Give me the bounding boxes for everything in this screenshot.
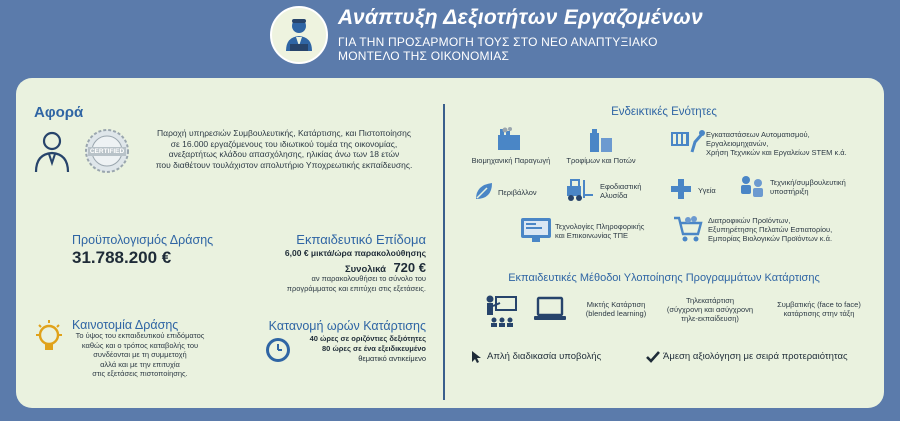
- page-subtitle-line: ΜΟΝΤΕΛΟ ΤΗΣ ΟΙΚΟΝΟΜΙΑΣ: [338, 49, 510, 63]
- method-face-line: Συμβατικής (face to face): [777, 300, 861, 309]
- budget-value: 31.788.200 €: [72, 248, 172, 267]
- hours-details: [296, 334, 426, 364]
- allowance-total-value: 720 €: [393, 260, 426, 275]
- forklift-icon: [565, 178, 595, 207]
- units-title: Ενδεικτικές Ενότητες: [611, 106, 717, 118]
- factory-icon: [496, 127, 522, 156]
- allowance-rate: 6,00 € μικτά/ώρα παρακολούθησης: [284, 248, 426, 258]
- unit-logistics-line: Αλυσίδα: [600, 191, 628, 200]
- clock-icon: [264, 336, 292, 369]
- methods-title: Εκπαιδευτικές Μέθοδοι Υλοποίησης Προγραμμάτων Κατάρτισης: [508, 272, 820, 284]
- unit-automation-line: Εγκαταστάσεων Αυτοματισμού,: [706, 130, 810, 139]
- unit-retail-label: [708, 216, 878, 243]
- unit-automation-line: Εργαλειομηχανών,: [706, 139, 769, 148]
- food-drinks-icon: [588, 127, 614, 158]
- support-people-icon: [738, 174, 766, 205]
- method-remote-line: τηλε-εκπαίδευση): [681, 314, 739, 323]
- immediate-evaluation-text: Άμεση αξιολόγηση με σειρά προτεραιότητας: [663, 351, 848, 362]
- innovation-line: αλλά και με την επιτυχία: [100, 359, 180, 369]
- simple-submission-text: Απλή διαδικασία υποβολής: [487, 351, 602, 362]
- unit-industrial-label: Βιομηχανική Παραγωγή: [471, 156, 551, 165]
- afora-line: σε 16.000 εργαζόμενους του ιδιωτικού τομέα της οικονομίας,: [170, 138, 398, 149]
- unit-environment-label: Περιβάλλον: [498, 188, 537, 197]
- method-blended-line: (blended learning): [585, 309, 647, 318]
- hours-line: 40 ώρες σε οριζόντιες δεξιότητες: [309, 334, 426, 343]
- hours-line: θεματικό αντικείμενο: [358, 354, 426, 363]
- automation-icon: [670, 128, 706, 159]
- person-icon: [32, 130, 72, 179]
- shopping-cart-icon: [672, 214, 704, 249]
- cursor-arrow-icon: [471, 350, 483, 369]
- unit-logistics-line: Εφοδιαστική: [600, 182, 642, 191]
- unit-health-label: Υγεία: [698, 186, 716, 195]
- afora-line: ανεξαρτήτως κλάδου απασχόλησης, ηλικίας άνω των 18 ετών: [168, 149, 400, 159]
- computer-ict-icon: [520, 216, 552, 249]
- unit-tech-support-line: Τεχνική/συμβουλευτική: [770, 178, 846, 187]
- method-face-line: κατάρτισης στην τάξη: [783, 309, 855, 318]
- unit-tech-support-label: [770, 178, 870, 196]
- afora-line: που διαθέτουν τουλάχιστον απολυτήριο Υποχρεωτικής εκπαίδευσης.: [155, 159, 413, 170]
- method-remote-line: (σύγχρονη και ασύγχρονη: [666, 305, 754, 314]
- lightbulb-icon: [32, 318, 66, 363]
- method-remote-line: Τηλεκατάρτιση: [685, 296, 735, 305]
- afora-description: [140, 128, 428, 170]
- page-subtitle-line: ΓΙΑ ΤΗΝ ΠΡΟΣΑΡΜΟΓΗ ΤΟΥΣ ΣΤΟ ΝΕΟ ΑΝΑΠΤΥΞΙΑΚΟ: [338, 35, 658, 49]
- unit-food-label: Τροφίμων και Ποτών: [566, 156, 636, 165]
- afora-line: Παροχή υπηρεσιών Συμβουλευτικής, Κατάρτισης, και Πιστοποίησης: [157, 128, 411, 138]
- method-blended-line: Μικτής Κατάρτιση: [586, 300, 646, 309]
- allowance-total-label: Συνολικά: [344, 264, 386, 275]
- checkmark-icon: [646, 350, 660, 368]
- allowance-note-line: αν παρακολουθήσει το σύνολο του: [311, 274, 426, 283]
- unit-tech-support-line: υποστήριξη: [770, 187, 809, 196]
- allowance-title: Εκπαιδευτικό Επίδομα: [296, 232, 426, 247]
- method-remote-label: [660, 296, 760, 323]
- innovation-description: [66, 331, 214, 379]
- unit-retail-line: Εξυπηρέτησης Πελατών Εστιατορίου,: [708, 225, 833, 234]
- hours-line: 80 ώρες σε ένα εξειδικευμένο: [322, 344, 426, 353]
- unit-ict-label: [555, 222, 665, 240]
- column-divider: [443, 104, 445, 400]
- innovation-line: συνδέονται με τη συμμετοχή: [93, 350, 187, 359]
- laptop-icon: [533, 296, 567, 327]
- leaf-icon: [473, 180, 495, 207]
- unit-automation-label: [706, 130, 876, 157]
- unit-retail-line: Διατροφικών Προϊόντων,: [708, 216, 791, 225]
- certified-badge-text: CERTIFIED: [89, 148, 125, 155]
- method-face-label: [766, 300, 872, 318]
- classroom-presenter-icon: [484, 294, 518, 333]
- innovation-title: Καινοτομία Δράσης: [72, 318, 179, 332]
- allowance-note: [236, 274, 426, 293]
- unit-ict-line: Τεχνολογίες Πληροφορικής: [555, 222, 645, 231]
- innovation-line: καθώς και ο τρόπος καταβολής του: [81, 340, 199, 350]
- method-blended-label: [576, 300, 656, 318]
- afora-title: Αφορά: [34, 104, 84, 121]
- unit-retail-line: Εμπορίας Βιολογικών Προϊόντων κ.ά.: [708, 234, 833, 243]
- unit-ict-line: και Επικοινωνίας ΤΠΕ: [555, 231, 629, 240]
- header-worker-icon: [270, 6, 328, 64]
- innovation-line: στις εξετάσεις πιστοποίησης.: [92, 369, 188, 378]
- page-title: Ανάπτυξη Δεξιοτήτων Εργαζομένων: [338, 6, 703, 29]
- unit-logistics-label: [600, 182, 660, 200]
- allowance-note-line: προγράμματος και επιτύχει στις εξετάσεις.: [286, 283, 426, 293]
- unit-automation-line: Χρήση Τεχνικών και Εργαλείων STEM κ.ά.: [706, 148, 847, 157]
- page-subtitle: [338, 35, 658, 63]
- health-cross-icon: [670, 178, 692, 205]
- hours-title: Κατανομή ωρών Κατάρτισης: [268, 319, 426, 333]
- budget-title: Προϋπολογισμός Δράσης: [72, 233, 214, 247]
- innovation-line: Το ύψος του εκπαιδευτικού επιδόματος: [75, 331, 205, 340]
- certified-badge-icon: [84, 128, 130, 179]
